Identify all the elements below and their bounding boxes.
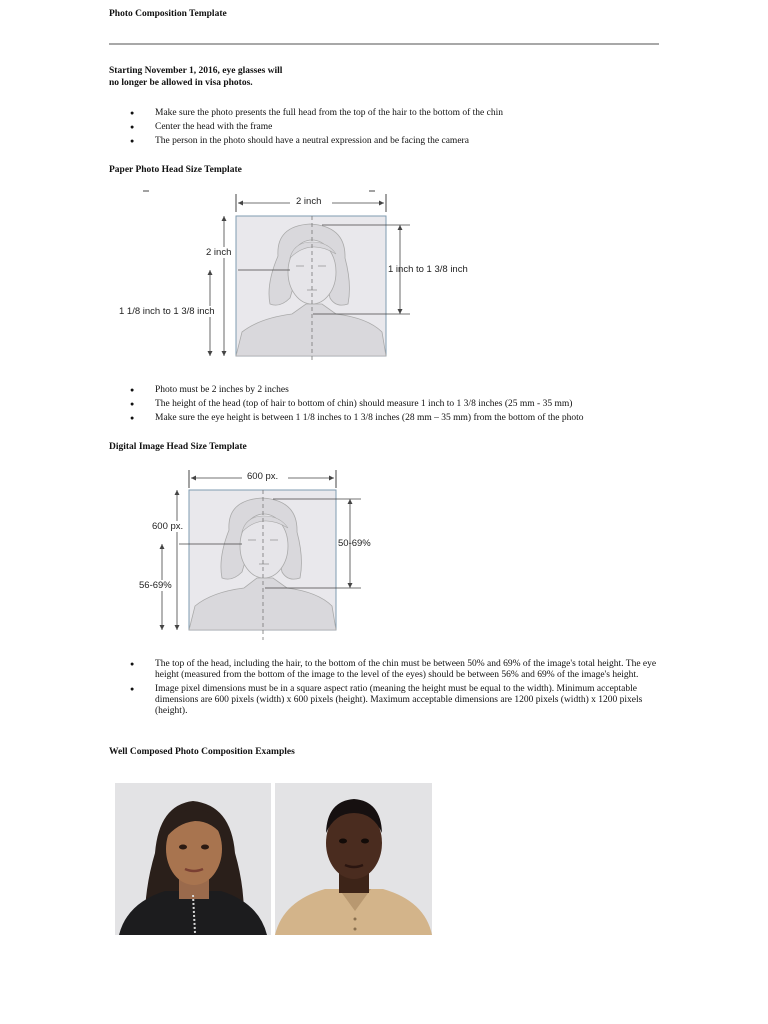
example-photo-man <box>275 783 432 935</box>
digital-width-label: 600 px. <box>247 471 279 482</box>
notice-line-1: Starting November 1, 2016, eye glasses will <box>109 66 283 76</box>
paper-head-label: 1 inch to 1 3/8 inch <box>388 264 468 275</box>
woman-photo-graphic <box>115 783 271 935</box>
list-item: ● The height of the head (top of hair to bottom of chin) should measure 1 inch to 1 3/8 inches (25 mm - 35 mm) <box>109 399 583 410</box>
paper-head-size-diagram <box>110 186 510 366</box>
paper-diagram-graphic <box>110 186 510 366</box>
digital-diagram-graphic <box>130 464 390 646</box>
intro-bullet-list <box>109 108 503 150</box>
page-title: Photo Composition Template <box>109 9 227 19</box>
example-photo-woman <box>115 783 271 935</box>
list-item: ● The top of the head, including the hair, to the bottom of the chin must be between 50% and 69% of the image's total height. The eye height (measured from the bottom of the image to the level of the eyes) should be between 56% and 69% of the image's height. <box>109 659 659 681</box>
digital-height-label: 600 px. <box>152 521 184 532</box>
list-item: ● Make sure the photo presents the full head from the top of the hair to the bottom of the chin <box>109 108 503 119</box>
man-photo-graphic <box>275 783 432 935</box>
paper-bullet-list <box>109 385 583 427</box>
list-item: ● Make sure the eye height is between 1 1/8 inches to 1 3/8 inches (28 mm – 35 mm) from the bottom of the photo <box>109 413 583 424</box>
digital-bullet-list <box>109 659 659 720</box>
digital-eye-label: 56-69% <box>139 580 172 591</box>
list-item: ● Image pixel dimensions must be in a square aspect ratio (meaning the height must be equal to the width). Minimum acceptable dimensions are 600 pixels (width) x 600 pixels (height). Maximum acceptable dimensions are 1200 pixels (width) x 1200 pixels (height). <box>109 684 659 717</box>
digital-template-heading: Digital Image Head Size Template <box>109 442 247 452</box>
examples-heading: Well Composed Photo Composition Examples <box>109 747 295 757</box>
paper-width-label: 2 inch <box>296 196 322 207</box>
list-item: ● The person in the photo should have a neutral expression and be facing the camera <box>109 136 503 147</box>
digital-head-size-diagram <box>130 464 390 646</box>
title-divider <box>109 43 659 45</box>
paper-template-heading: Paper Photo Head Size Template <box>109 165 242 175</box>
notice-line-2: no longer be allowed in visa photos. <box>109 78 253 88</box>
paper-height-label: 2 inch <box>206 247 232 258</box>
eyeglasses-notice <box>109 65 282 89</box>
digital-head-label: 50-69% <box>338 538 371 549</box>
paper-eye-label: 1 1/8 inch to 1 3/8 inch <box>119 306 215 317</box>
list-item: ● Center the head with the frame <box>109 122 503 133</box>
list-item: ● Photo must be 2 inches by 2 inches <box>109 385 583 396</box>
